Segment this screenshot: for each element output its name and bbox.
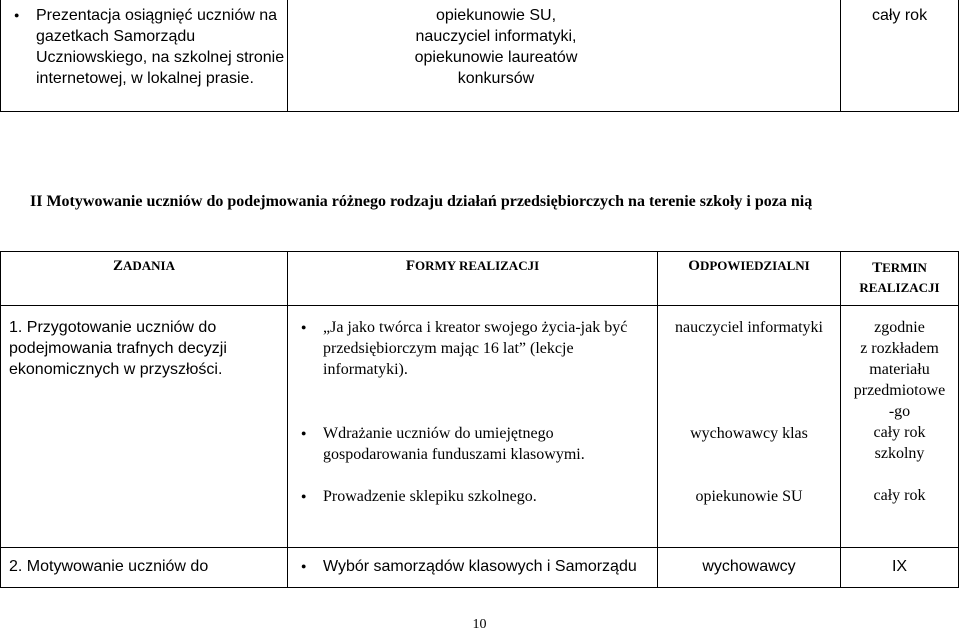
task-cell: [1, 0, 288, 112]
forms-cell: [288, 306, 658, 548]
header-row: [1, 252, 959, 306]
term-line: zgodnie: [874, 319, 925, 336]
list-item: ● Prezentacja osiągnięć uczniów na gazetkach Samorządu Uczniowskiego, na szkolnej stronie internetowej, w lokalnej prasie.: [1, 5, 287, 89]
term-line: z rozkładem: [860, 340, 939, 357]
header-responsible: ODPOWIEDZIALNI: [658, 252, 841, 306]
list-item: ● Prowadzenie sklepiku szkolnego.: [288, 486, 657, 507]
list-item: ● „Ja jako twórca i kreator swojego życia-jak być przedsiębiorczym mając 16 lat” (lekcje informatyki).: [288, 317, 657, 423]
page-number: 10: [472, 617, 487, 632]
responsible-cell: [288, 0, 841, 112]
main-table: [0, 251, 959, 588]
term-line: cały rok: [873, 424, 926, 441]
responsible-line: wychowawcy klas: [690, 425, 808, 442]
term-line: cały rok: [873, 487, 926, 504]
responsible-line: opiekunowie SU,: [435, 7, 557, 24]
responsible-line: konkursów: [457, 70, 535, 87]
table-row: [1, 0, 959, 112]
term-cell: cały rok: [841, 0, 959, 112]
term-line: -go: [888, 403, 911, 420]
task-cell: 2. Motywowanie uczniów do: [1, 548, 288, 588]
term-line: materiału: [869, 361, 930, 378]
responsible-cell: [658, 306, 841, 548]
term-cell: IX: [841, 548, 959, 588]
term-line: przedmiotowe: [853, 382, 946, 399]
table-row: [1, 306, 959, 548]
section-heading: II Motywowanie uczniów do podejmowania różnego rodzaju działań przedsiębiorczych na terenie szkoły i poza nią: [30, 193, 813, 210]
table-row: [1, 548, 959, 588]
responsible-line: opiekunowie laureatów: [414, 49, 578, 66]
header-term: TERMIN REALIZACJI: [841, 252, 959, 306]
responsible-line: nauczyciel informatyki,: [415, 28, 577, 45]
responsible-line: opiekunowie SU: [695, 488, 803, 505]
header-forms: FORMY REALIZACJI: [288, 252, 658, 306]
responsible-line: nauczyciel informatyki: [675, 319, 823, 336]
list-item: ● Wdrażanie uczniów do umiejętnego gospodarowania funduszami klasowymi.: [288, 423, 657, 486]
top-table: [0, 0, 959, 112]
forms-cell: [288, 548, 658, 588]
responsible-cell: wychowawcy: [658, 548, 841, 588]
list-item: ● Wybór samorządów klasowych i Samorządu: [288, 556, 657, 577]
header-tasks: ZADANIA: [1, 252, 288, 306]
term-line: szkolny: [874, 445, 925, 462]
task-cell: 1. Przygotowanie uczniów do podejmowania trafnych decyzji ekonomicznych w przyszłości.: [1, 306, 288, 548]
term-cell: [841, 306, 959, 548]
